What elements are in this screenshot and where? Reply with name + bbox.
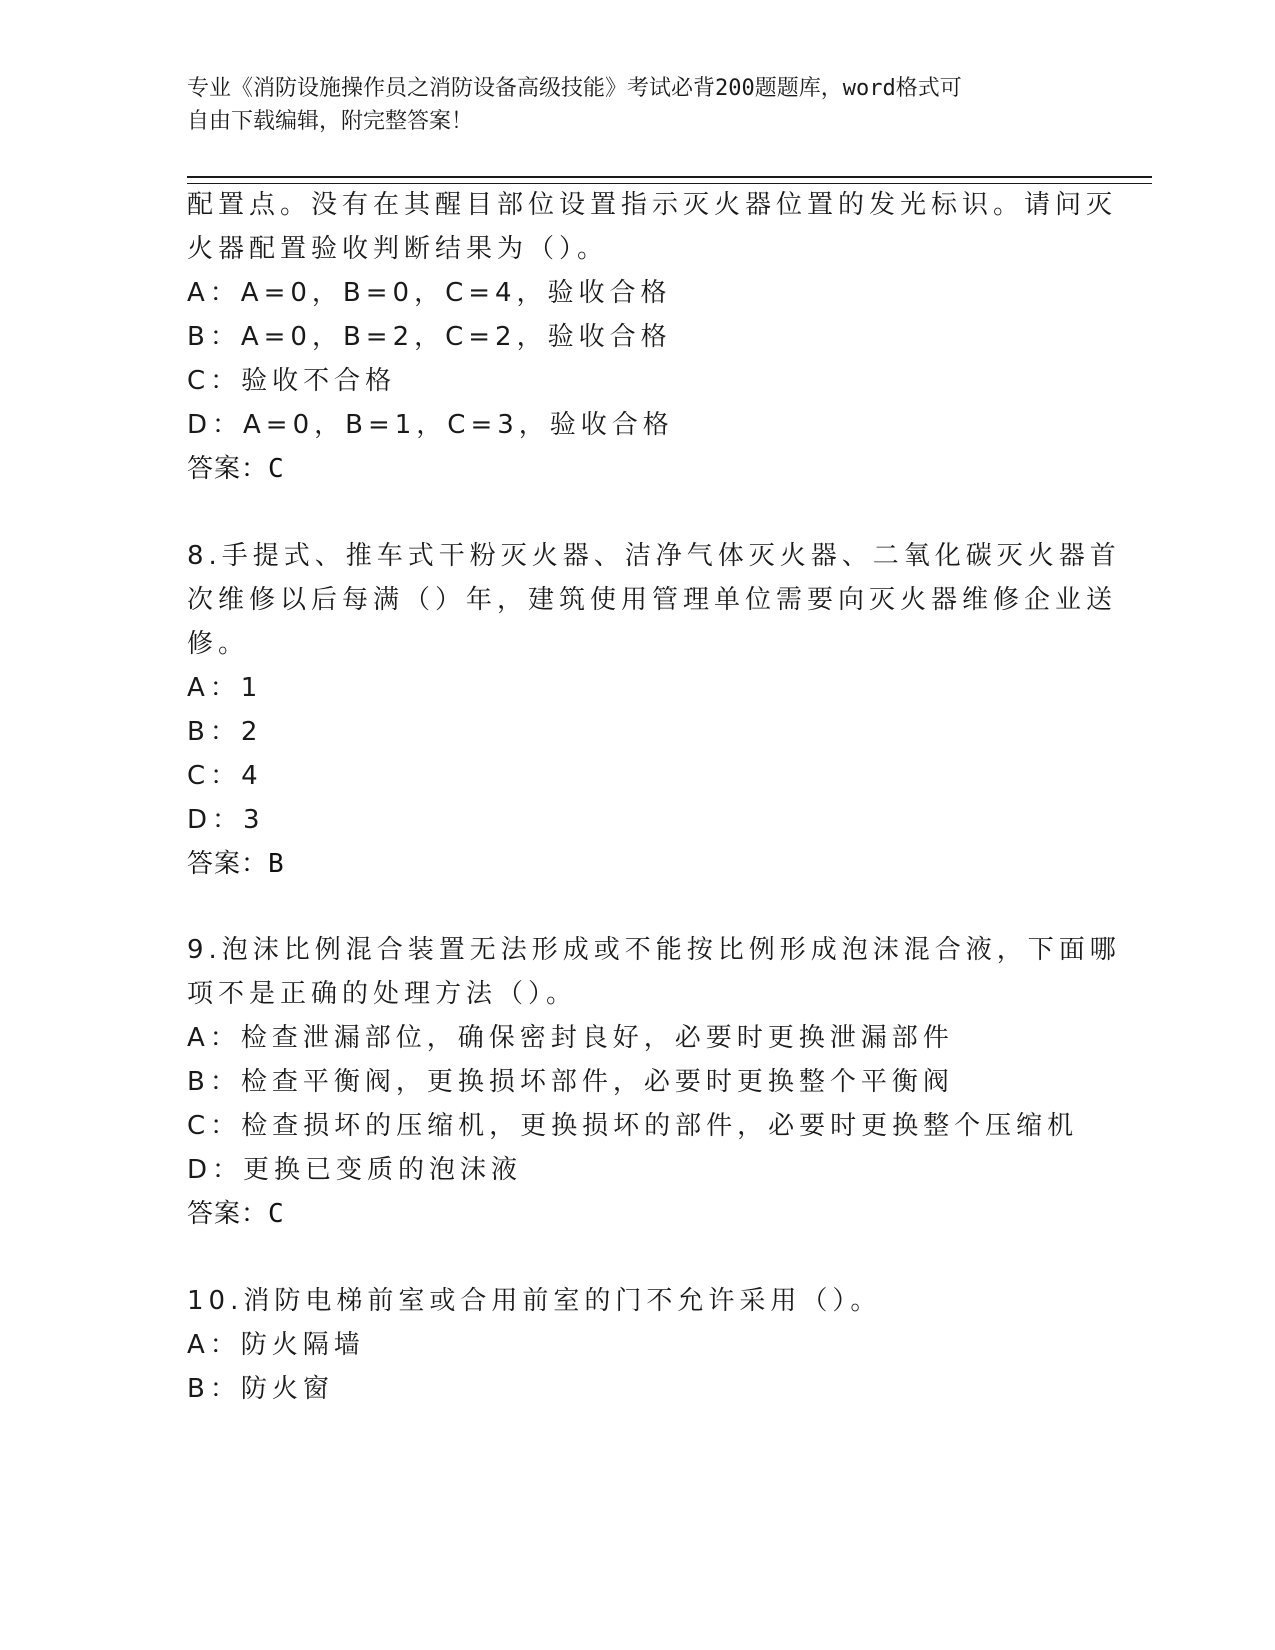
question-7-text-line-2: 火器配置验收判断结果为（）。 <box>187 234 609 264</box>
question-8-answer <box>187 843 285 880</box>
question-7-answer <box>187 448 285 485</box>
question-8-option-b: B：2 <box>187 717 263 747</box>
answer-label: 答案： <box>187 454 269 484</box>
answer-label: 答案： <box>187 1199 269 1229</box>
question-10-option-b: B：防火窗 <box>187 1374 334 1404</box>
question-8-option-c: C：4 <box>187 761 263 791</box>
question-9-text-line-2: 项不是正确的处理方法（）。 <box>187 979 578 1009</box>
header-title-line-1: 专业《消防设施操作员之消防设备高级技能》考试必背200题题库，word格式可 <box>187 76 962 101</box>
question-9-option-a: A：检查泄漏部位，确保密封良好，必要时更换泄漏部件 <box>187 1023 954 1053</box>
header-title-line-2: 自由下载编辑，附完整答案！ <box>187 109 474 134</box>
question-8-option-a: A：1 <box>187 673 263 703</box>
question-7-option-a: A：A=0，B=0，C=4，验收合格 <box>187 278 672 308</box>
question-9-text-line-1: 9.泡沫比例混合装置无法形成或不能按比例形成泡沫混合液，下面哪 <box>187 935 1121 965</box>
question-7-option-b: B：A=0，B=2，C=2，验收合格 <box>187 322 672 352</box>
question-9-option-d: D：更换已变质的泡沫液 <box>187 1155 523 1185</box>
answer-label: 答案： <box>187 849 269 879</box>
question-7-text-line-1: 配置点。没有在其醒目部位设置指示灭火器位置的发光标识。请问灭 <box>187 190 1118 220</box>
answer-value: C <box>268 1199 285 1229</box>
question-10-text-line-1: 10.消防电梯前室或合用前室的门不允许采用（）。 <box>187 1286 882 1316</box>
question-9-option-b: B：检查平衡阀，更换损坏部件，必要时更换整个平衡阀 <box>187 1067 954 1097</box>
document-header <box>187 72 1067 138</box>
question-9-answer <box>187 1193 285 1230</box>
question-7-option-d: D：A=0，B=1，C=3，验收合格 <box>187 410 674 440</box>
question-8-option-d: D：3 <box>187 805 265 835</box>
question-9-option-c: C：检查损坏的压缩机，更换损坏的部件，必要时更换整个压缩机 <box>187 1111 1079 1141</box>
answer-value: B <box>268 849 285 879</box>
question-10-option-a: A：防火隔墙 <box>187 1330 365 1360</box>
question-7-option-c: C：验收不合格 <box>187 366 397 396</box>
question-8-text-line-1: 8.手提式、推车式干粉灭火器、洁净气体灭火器、二氧化碳灭火器首 <box>187 541 1121 571</box>
header-divider-thick <box>187 176 1152 178</box>
question-8-text-line-3: 修。 <box>187 629 250 659</box>
question-8-text-line-2: 次维修以后每满（）年，建筑使用管理单位需要向灭火器维修企业送 <box>187 585 1118 615</box>
answer-value: C <box>268 454 285 484</box>
